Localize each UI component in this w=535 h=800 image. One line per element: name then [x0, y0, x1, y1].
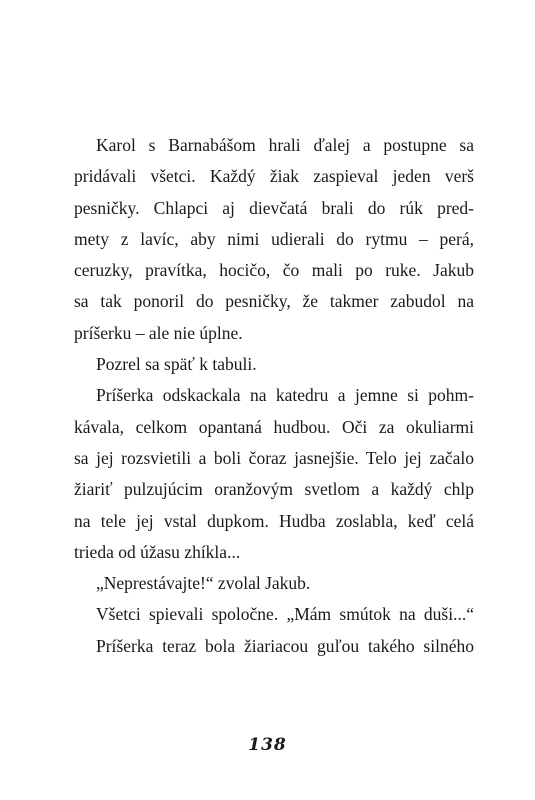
text-line: Pozrel sa späť k tabuli. — [96, 354, 257, 375]
page-number: 138 — [248, 735, 287, 755]
text-line: Všetci spievali spoločne. „Mám smútok na duši...“ — [96, 604, 474, 625]
text-line: Príšerka odskackala na katedru a jemne si pohm- — [96, 385, 474, 406]
text-line: „Neprestávajte!“ zvolal Jakub. — [96, 573, 311, 594]
text-line: žiariť pulzujúcim oranžovým svetlom a každý chlp — [74, 479, 474, 500]
text-line: ceruzky, pravítka, hocičo, čo mali po ruke. Jakub — [74, 260, 474, 281]
text-line: kávala, celkom opantaná hudbou. Oči za okuliarmi — [74, 416, 474, 437]
text-line: príšerku – ale nie úplne. — [74, 322, 243, 343]
text-line: trieda od úžasu zhíkla... — [74, 541, 241, 562]
body-text — [74, 130, 474, 662]
text-line: na tele jej vstal dupkom. Hudba zoslabla, keď celá — [74, 510, 474, 531]
text-line: Príšerka teraz bola žiariacou guľou takého silného — [96, 635, 474, 656]
text-line: pesničky. Chlapci aj dievčatá brali do rúk pred- — [74, 197, 474, 218]
text-line: pridávali všetci. Každý žiak zaspieval jeden verš — [74, 166, 474, 187]
text-line: sa jej rozsvietili a boli čoraz jasnejšie. Telo jej začalo — [74, 447, 474, 468]
text-line: sa tak ponoril do pesničky, že takmer zabudol na — [74, 291, 474, 312]
text-line: Karol s Barnabášom hrali ďalej a postupne sa — [96, 135, 474, 155]
text-line: mety z lavíc, aby nimi udierali do rytmu – perá, — [74, 228, 474, 249]
